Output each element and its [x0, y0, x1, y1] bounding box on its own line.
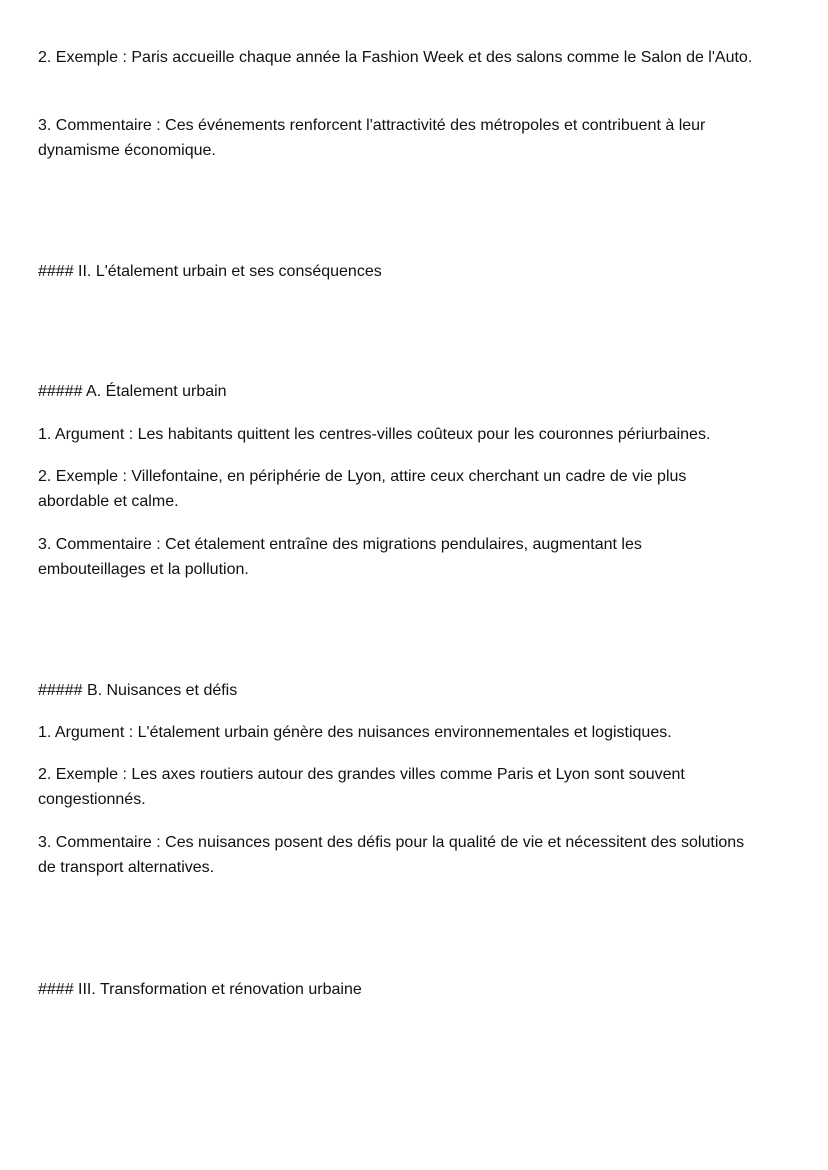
section-heading-II: #### II. L'étalement urbain et ses conséquences: [38, 263, 382, 280]
subsection-heading-B: ##### B. Nuisances et défis: [38, 682, 238, 699]
paragraph-example-A: 2. Exemple : Villefontaine, en périphérie de Lyon, attire ceux cherchant un cadre de vie plus abordable et calme.: [38, 468, 687, 510]
paragraph-commentaire-evenements: 3. Commentaire : Ces événements renforcent l'attractivité des métropoles et contribuent à leur dynamisme économique.: [38, 117, 706, 159]
paragraph-commentaire-A: 3. Commentaire : Cet étalement entraîne des migrations pendulaires, augmentant les embouteillages et la pollution.: [38, 536, 642, 578]
paragraph-argument-B: 1. Argument : L'étalement urbain génère des nuisances environnementales et logistiques.: [38, 724, 672, 741]
subsection-heading-A: ##### A. Étalement urbain: [38, 383, 227, 400]
paragraph-argument-A: 1. Argument : Les habitants quittent les centres-villes coûteux pour les couronnes périurbaines.: [38, 426, 711, 443]
paragraph-example-paris: 2. Exemple : Paris accueille chaque année la Fashion Week et des salons comme le Salon de l'Auto.: [38, 49, 753, 66]
paragraph-commentaire-B: 3. Commentaire : Ces nuisances posent des défis pour la qualité de vie et nécessitent des solutions de transport alternatives.: [38, 834, 745, 876]
paragraph-example-B: 2. Exemple : Les axes routiers autour des grandes villes comme Paris et Lyon sont souvent congestionnés.: [38, 766, 685, 808]
section-heading-III: #### III. Transformation et rénovation urbaine: [38, 981, 362, 998]
